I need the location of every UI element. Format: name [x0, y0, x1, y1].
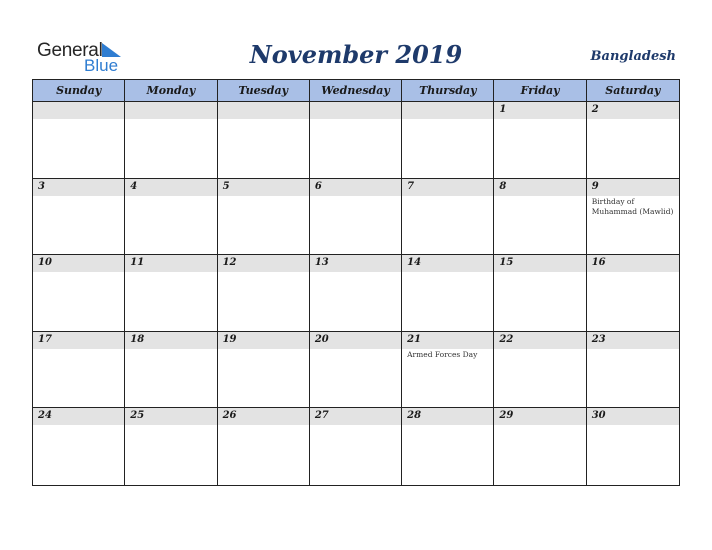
day-number: 10 — [38, 257, 52, 269]
day-header-bar — [218, 102, 309, 119]
day-cell — [310, 332, 402, 409]
calendar-title: November 2019 — [249, 40, 463, 69]
day-number: 1 — [499, 104, 507, 115]
day-number: 24 — [38, 410, 52, 422]
day-number: 11 — [130, 257, 145, 269]
day-header-bar — [402, 102, 493, 119]
day-cell — [310, 408, 402, 485]
day-cell — [218, 255, 310, 332]
day-cell — [125, 408, 217, 485]
day-number: 13 — [314, 257, 329, 269]
day-cell — [587, 102, 679, 179]
day-number: 3 — [38, 180, 45, 192]
day-cell — [125, 255, 217, 332]
day-cell — [218, 408, 310, 485]
day-cell — [125, 332, 217, 409]
day-cell — [494, 179, 586, 256]
day-cell — [402, 255, 494, 332]
day-number: 16 — [591, 257, 606, 269]
day-cell — [33, 179, 125, 256]
day-header-bar — [587, 102, 679, 119]
day-number: 8 — [499, 180, 507, 192]
day-cell — [587, 332, 679, 409]
day-cell — [494, 255, 586, 332]
weekday-header-friday: Friday — [494, 80, 586, 102]
country-name: Bangladesh — [590, 49, 676, 64]
calendar-grid — [32, 79, 680, 486]
day-header-bar — [494, 332, 585, 349]
day-header-bar — [125, 332, 216, 349]
day-number: 29 — [499, 410, 514, 422]
day-number: 12 — [222, 257, 237, 269]
day-header-bar — [402, 332, 493, 349]
day-number: 9 — [591, 180, 599, 192]
day-cell — [310, 102, 402, 179]
weekday-header-saturday: Saturday — [587, 80, 679, 102]
day-header-bar — [310, 179, 401, 196]
weekday-header-wednesday: Wednesday — [310, 80, 402, 102]
day-cell — [310, 255, 402, 332]
day-cell — [218, 179, 310, 256]
day-header-bar — [310, 332, 401, 349]
day-header-bar — [494, 179, 585, 196]
day-cell — [402, 179, 494, 256]
day-cell — [402, 408, 494, 485]
day-cell — [33, 255, 125, 332]
day-cell — [494, 408, 586, 485]
day-cell — [33, 102, 125, 179]
day-number: 23 — [591, 333, 606, 345]
weekday-header-thursday: Thursday — [402, 80, 494, 102]
day-header-bar — [494, 255, 585, 272]
day-cell — [587, 179, 679, 256]
day-number: 5 — [222, 180, 230, 192]
day-header-bar — [310, 408, 401, 425]
day-header-bar — [33, 179, 124, 196]
holiday-event: Armed Forces Day — [407, 349, 478, 359]
day-header-bar — [125, 102, 216, 119]
day-header-bar — [587, 408, 679, 425]
day-header-bar — [402, 179, 493, 196]
day-number: 21 — [407, 333, 422, 345]
day-header-bar — [33, 102, 124, 119]
day-number: 15 — [499, 257, 514, 269]
day-number: 18 — [130, 333, 145, 345]
day-cell — [125, 179, 217, 256]
day-header-bar — [494, 102, 585, 119]
day-cell — [33, 332, 125, 409]
day-cell — [494, 332, 586, 409]
day-number: 14 — [407, 257, 422, 269]
day-number: 2 — [591, 104, 599, 115]
day-header-bar — [33, 332, 124, 349]
day-number: 4 — [130, 180, 138, 192]
logo-text-general: General — [37, 40, 103, 61]
day-header-bar — [310, 102, 401, 119]
weekday-header-monday: Monday — [125, 80, 217, 102]
day-header-bar — [218, 179, 309, 196]
day-cell — [218, 102, 310, 179]
day-header-bar — [402, 408, 493, 425]
day-header-bar — [587, 255, 679, 272]
day-cell — [402, 102, 494, 179]
weekday-header-tuesday: Tuesday — [218, 80, 310, 102]
day-cell — [494, 102, 586, 179]
day-number: 30 — [591, 410, 606, 422]
day-header-bar — [218, 255, 309, 272]
day-number: 17 — [38, 333, 52, 345]
logo-text-blue: Blue — [84, 56, 119, 75]
day-cell — [587, 408, 679, 485]
day-cell — [310, 179, 402, 256]
day-number: 22 — [499, 333, 514, 345]
day-cell — [125, 102, 217, 179]
day-number: 6 — [314, 180, 322, 192]
day-number: 27 — [314, 410, 329, 422]
day-number: 26 — [222, 410, 237, 422]
day-header-bar — [125, 179, 216, 196]
weekday-header-sunday: Sunday — [33, 80, 125, 102]
day-cell — [33, 408, 125, 485]
day-header-bar — [218, 332, 309, 349]
day-number: 28 — [407, 410, 422, 422]
day-header-bar — [402, 255, 493, 272]
day-header-bar — [218, 408, 309, 425]
day-number: 25 — [130, 410, 145, 422]
day-header-bar — [125, 255, 216, 272]
day-number: 19 — [222, 333, 237, 345]
day-header-bar — [125, 408, 216, 425]
day-number: 7 — [407, 180, 415, 192]
day-cell — [218, 332, 310, 409]
day-header-bar — [587, 332, 679, 349]
day-number: 20 — [314, 333, 329, 345]
holiday-event: Birthday of Muhammad (Mawlid) — [591, 196, 674, 216]
day-header-bar — [33, 255, 124, 272]
day-cell — [587, 255, 679, 332]
day-header-bar — [310, 255, 401, 272]
day-cell — [402, 332, 494, 409]
day-header-bar — [494, 408, 585, 425]
day-header-bar — [33, 408, 124, 425]
day-header-bar — [587, 179, 679, 196]
